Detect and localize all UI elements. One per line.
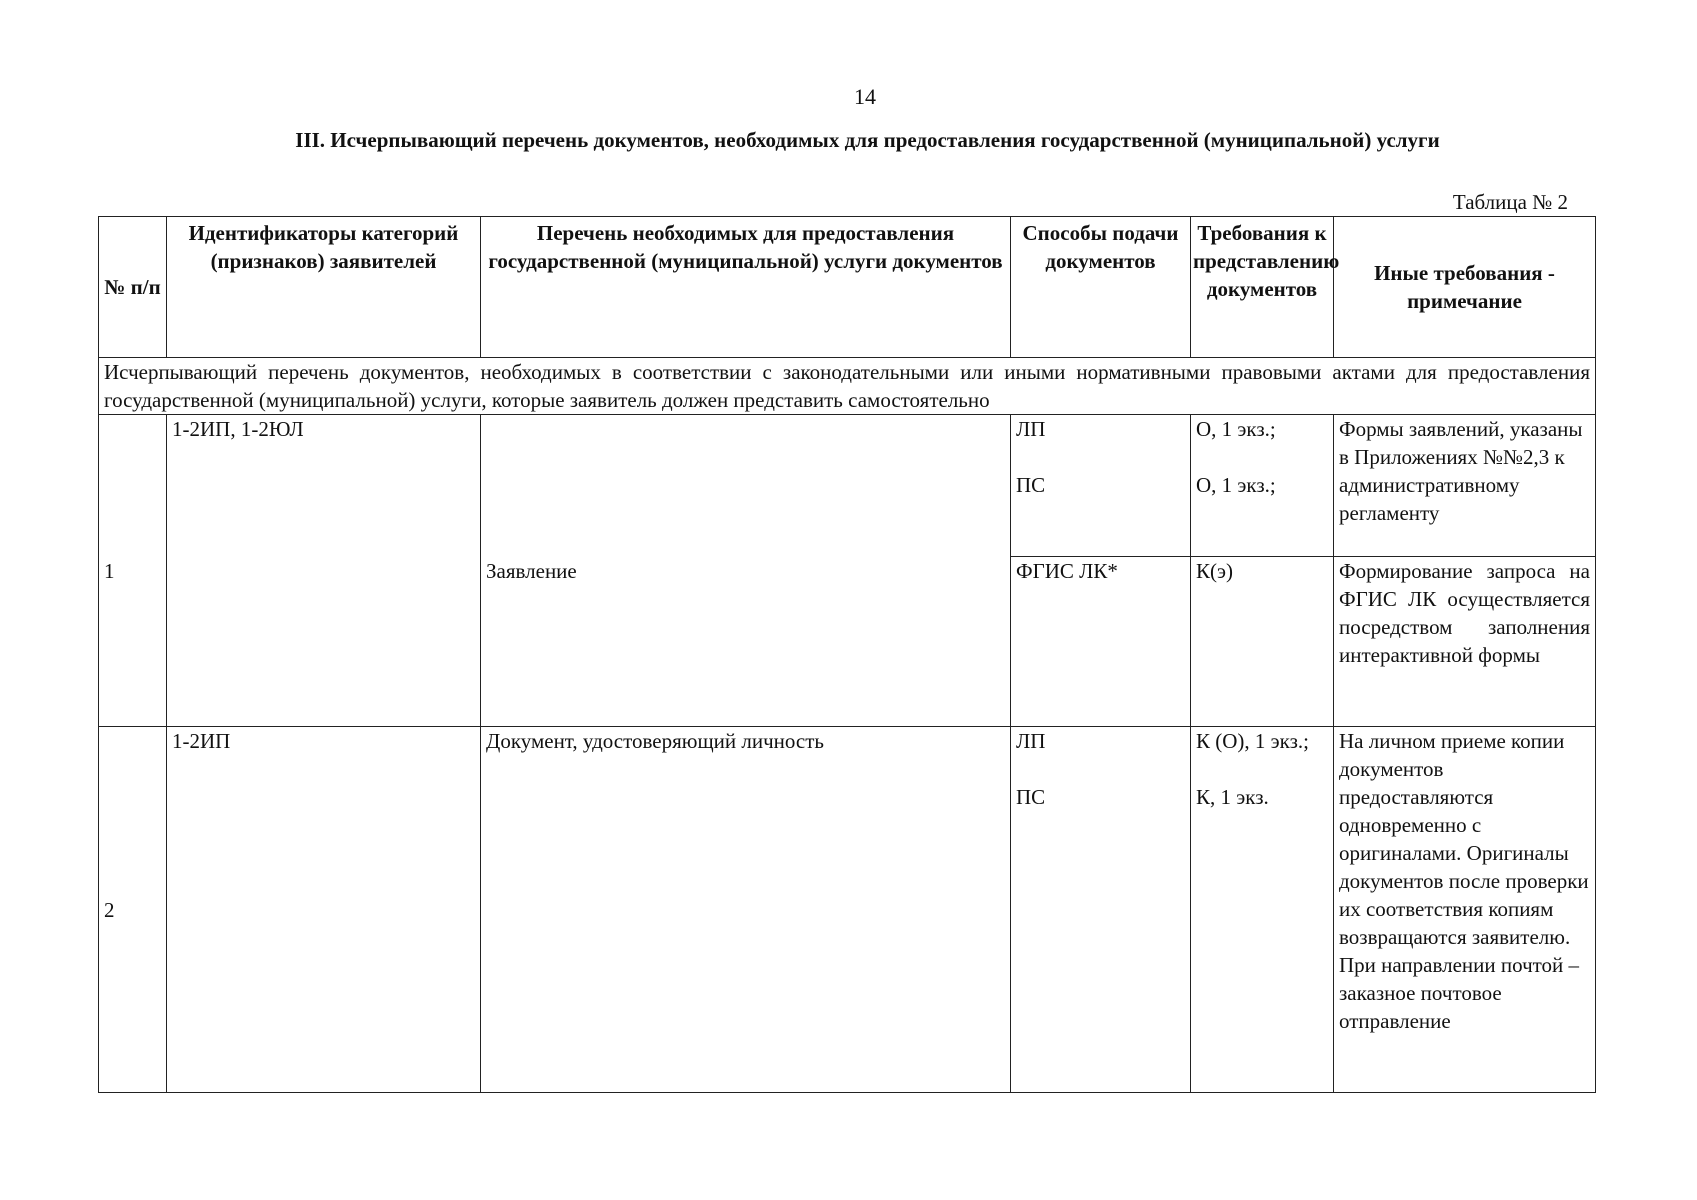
group-heading: Исчерпывающий перечень документов, необходимых в соответствии с законодательными или иными нормативными правовыми актами для предоставления государственной (муниципальной) услуги, которые заявитель должен представить самостоятельно [99, 358, 1596, 415]
method-fgis: ФГИС ЛК* [1011, 557, 1191, 727]
row-requirements [1191, 727, 1334, 1093]
table-header-row [99, 217, 1596, 358]
row-methods [1011, 727, 1191, 1093]
documents-table [98, 216, 1596, 1093]
header-categories: Идентификаторы категорий (признаков) заявителей [167, 217, 481, 358]
requirement-lp: К (О), 1 экз.; [1196, 729, 1309, 753]
header-requirements: Требования к представлению документов [1191, 217, 1334, 358]
row-note-fgis: Формирование запроса на ФГИС ЛК осуществляется посредством заполнения интерактивной формы [1334, 557, 1596, 727]
method-lp: ЛП [1016, 729, 1046, 753]
row-categories: 1-2ИП, 1-2ЮЛ [167, 415, 481, 727]
group-heading-row [99, 358, 1596, 415]
header-notes: Иные требования - примечание [1334, 217, 1596, 358]
section-title: III. Исчерпывающий перечень документов, необходимых для предоставления государственной (муниципальной) услуги [295, 128, 1440, 152]
requirement-ps: О, 1 экз.; [1196, 473, 1276, 497]
method-ps: ПС [1016, 785, 1046, 809]
row-note: Формы заявлений, указаны в Приложениях №№2,3 к административному регламенту [1334, 415, 1596, 557]
row-number: 1 [99, 415, 167, 727]
method-ps: ПС [1016, 473, 1046, 497]
row-document: Заявление [481, 415, 1011, 727]
page-number: 14 [854, 84, 876, 109]
header-documents: Перечень необходимых для предоставления государственной (муниципальной) услуги документов [481, 217, 1011, 358]
table-row [99, 415, 1596, 557]
requirement-lp: О, 1 экз.; [1196, 417, 1276, 441]
row-methods [1011, 415, 1191, 557]
row-document: Документ, удостоверяющий личность [481, 727, 1011, 1093]
method-lp: ЛП [1016, 417, 1046, 441]
row-note: На личном приеме копии документов предоставляются одновременно с оригиналами. Оригиналы документов после проверки их соответствия копиям возвращаются заявителю. При направлении почтой – заказное почтовое отправление [1334, 727, 1596, 1093]
requirement-ps: К, 1 экз. [1196, 785, 1269, 809]
table-row [99, 727, 1596, 1093]
row-number: 2 [99, 727, 167, 1093]
table-caption: Таблица № 2 [1452, 190, 1568, 214]
requirement-fgis: К(э) [1191, 557, 1334, 727]
row-categories: 1-2ИП [167, 727, 481, 1093]
header-methods: Способы подачи документов [1011, 217, 1191, 358]
header-number: № п/п [99, 217, 167, 358]
row-requirements [1191, 415, 1334, 557]
